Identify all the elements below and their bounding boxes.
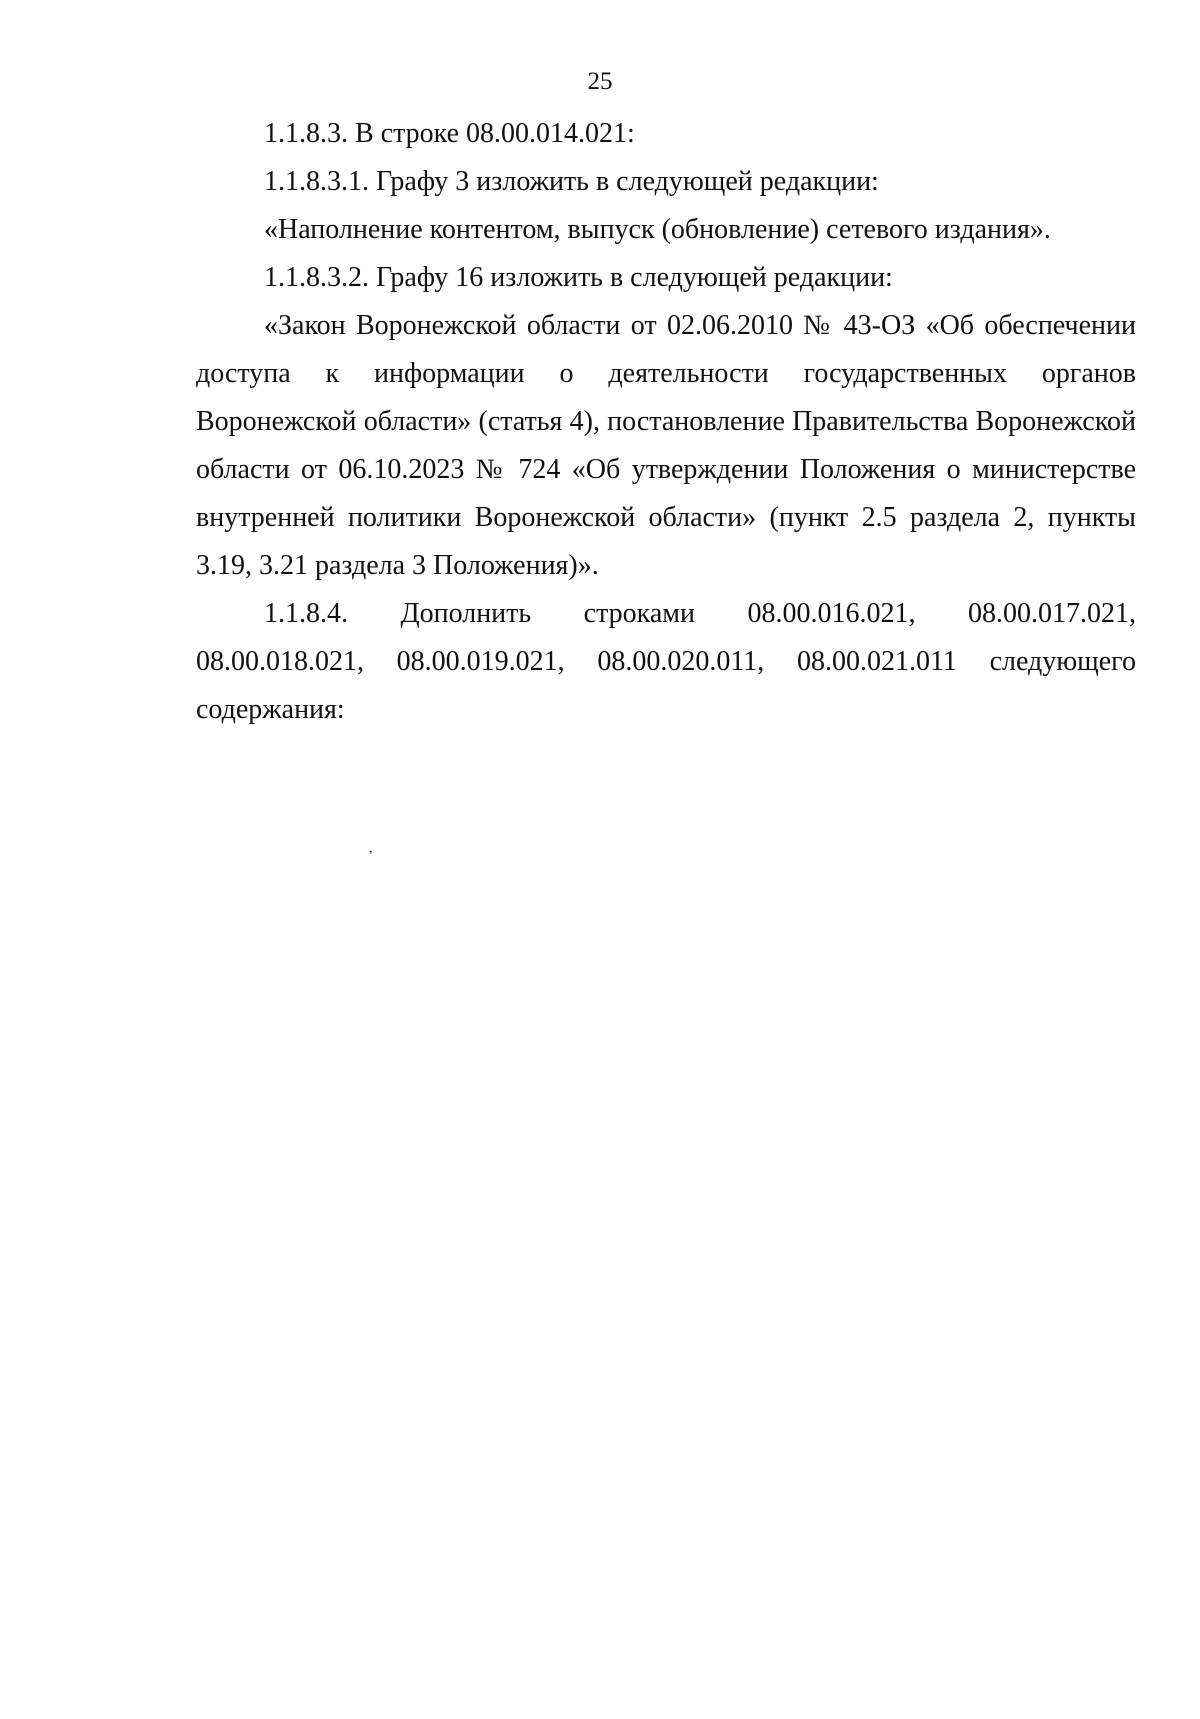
row-code: 08.00.016.021, bbox=[747, 598, 916, 629]
paragraph-1-1-8-4-line-3: содержания: bbox=[196, 694, 345, 725]
row-code: 08.00.020.011, bbox=[597, 646, 765, 677]
row-code: 08.00.018.021, bbox=[196, 646, 364, 677]
paragraph-1-1-8-3: 1.1.8.3. В строке 08.00.014.021: bbox=[264, 118, 635, 149]
word: Дополнить bbox=[400, 598, 532, 629]
paragraph-1-1-8-3-2: 1.1.8.3.2. Графу 16 изложить в следующей редакции: bbox=[264, 262, 893, 293]
row-code: 08.00.019.021, bbox=[396, 646, 565, 677]
word: следующего bbox=[989, 646, 1136, 677]
page-number: 25 bbox=[587, 68, 613, 95]
stray-mark: , bbox=[369, 841, 373, 856]
paragraph-1-1-8-4 bbox=[196, 590, 1136, 734]
row-code: 08.00.017.021, bbox=[968, 598, 1136, 629]
row-code: 08.00.021.011 bbox=[796, 646, 957, 677]
word: строками bbox=[583, 598, 695, 629]
paragraph-column-3-text: «Наполнение контентом, выпуск (обновление) сетевого издания». bbox=[264, 214, 1051, 245]
paragraph-1-1-8-3-1: 1.1.8.3.1. Графу 3 изложить в следующей редакции: bbox=[264, 166, 879, 197]
document-body bbox=[196, 110, 1136, 734]
paragraph-column-16-text: «Закон Воронежской области от 02.06.2010 № 43-ОЗ «Об обеспечении доступа к информации о деятельности государственных органов Воронежской области» (статья 4), постановление Правительства Воронежской области от 06.10.2023 № 724 «Об утверждении Положения о министерстве внутренней политики Воронежской области» (пункт 2.5 раздела 2, пункты 3.19, 3.21 раздела 3 Положения)». bbox=[196, 310, 1136, 581]
clause-number: 1.1.8.4. bbox=[264, 598, 348, 629]
paragraph-1-1-8-4-line-2 bbox=[196, 638, 1136, 686]
paragraph-1-1-8-4-line-1 bbox=[196, 590, 1136, 638]
